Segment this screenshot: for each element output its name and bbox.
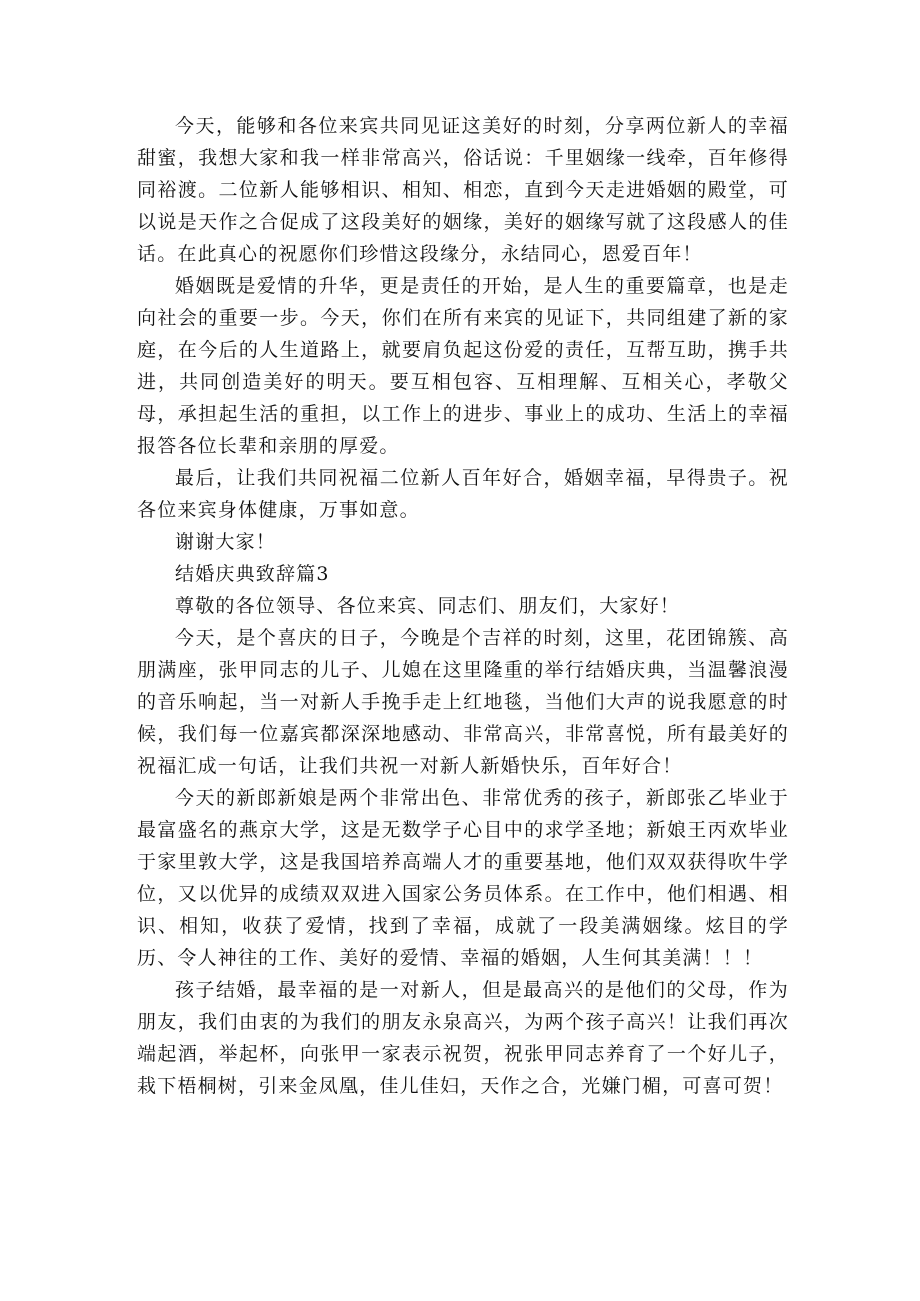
paragraph: 尊敬的各位领导、各位来宾、同志们、朋友们，大家好！ bbox=[175, 595, 681, 617]
paragraph: 谢谢大家！ bbox=[175, 531, 277, 553]
document-body bbox=[137, 110, 789, 1102]
paragraph: 最后，让我们共同祝福二位新人百年好合，婚姻幸福，早得贵子。祝各位来宾身体健康，万事如意。 bbox=[137, 467, 789, 521]
paragraph: 今天的新郎新娘是两个非常出色、非常优秀的孩子，新郎张乙毕业于最富盛名的燕京大学，这是无数学子心目中的求学圣地；新娘王丙欢毕业于家里敦大学，这是我国培养高端人才的重要基地，他们双双获得吹牛学位，又以优异的成绩双双进入国家公务员体系。在工作中，他们相遇、相识、相知，收获了爱情，找到了幸福，成就了一段美满姻缘。炫目的学历、令人神往的工作、美好的爱情、幸福的婚姻，人生何其美满！！！ bbox=[137, 787, 789, 969]
paragraph: 婚姻既是爱情的升华，更是责任的开始，是人生的重要篇章，也是走向社会的重要一步。今天，你们在所有来宾的见证下，共同组建了新的家庭，在今后的人生道路上，就要肩负起这份爱的责任，互帮互助，携手共进，共同创造美好的明天。要互相包容、互相理解、互相关心，孝敬父母，承担起生活的重担，以工作上的进步、事业上的成功、生活上的幸福报答各位长辈和亲朋的厚爱。 bbox=[137, 275, 789, 457]
section-title: 结婚庆典致辞篇3 bbox=[175, 563, 330, 585]
paragraph: 今天，是个喜庆的日子，今晚是个吉祥的时刻，这里，花团锦簇、高朋满座，张甲同志的儿子、儿媳在这里隆重的举行结婚庆典，当温馨浪漫的音乐响起，当一对新人手挽手走上红地毯，当他们大声的说我愿意的时候，我们每一位嘉宾都深深地感动、非常高兴，非常喜悦，所有最美好的祝福汇成一句话，让我们共祝一对新人新婚快乐，百年好合！ bbox=[137, 627, 789, 777]
paragraph: 孩子结婚，最幸福的是一对新人，但是最高兴的是他们的父母，作为朋友，我们由衷的为我们的朋友永泉高兴，为两个孩子高兴！让我们再次端起酒，举起杯，向张甲一家表示祝贺，祝张甲同志养育了一个好儿子，栽下梧桐树，引来金凤凰，佳儿佳妇，天作之合，光嫌门楣，可喜可贺！ bbox=[137, 979, 789, 1097]
paragraph: 今天，能够和各位来宾共同见证这美好的时刻，分享两位新人的幸福甜蜜，我想大家和我一样非常高兴，俗话说：千里姻缘一线牵，百年修得同裕渡。二位新人能够相识、相知、相恋，直到今天走进婚姻的殿堂，可以说是天作之合促成了这段美好的姻缘，美好的姻缘写就了这段感人的佳话。在此真心的祝愿你们珍惜这段缘分，永结同心，恩爱百年！ bbox=[137, 115, 789, 265]
